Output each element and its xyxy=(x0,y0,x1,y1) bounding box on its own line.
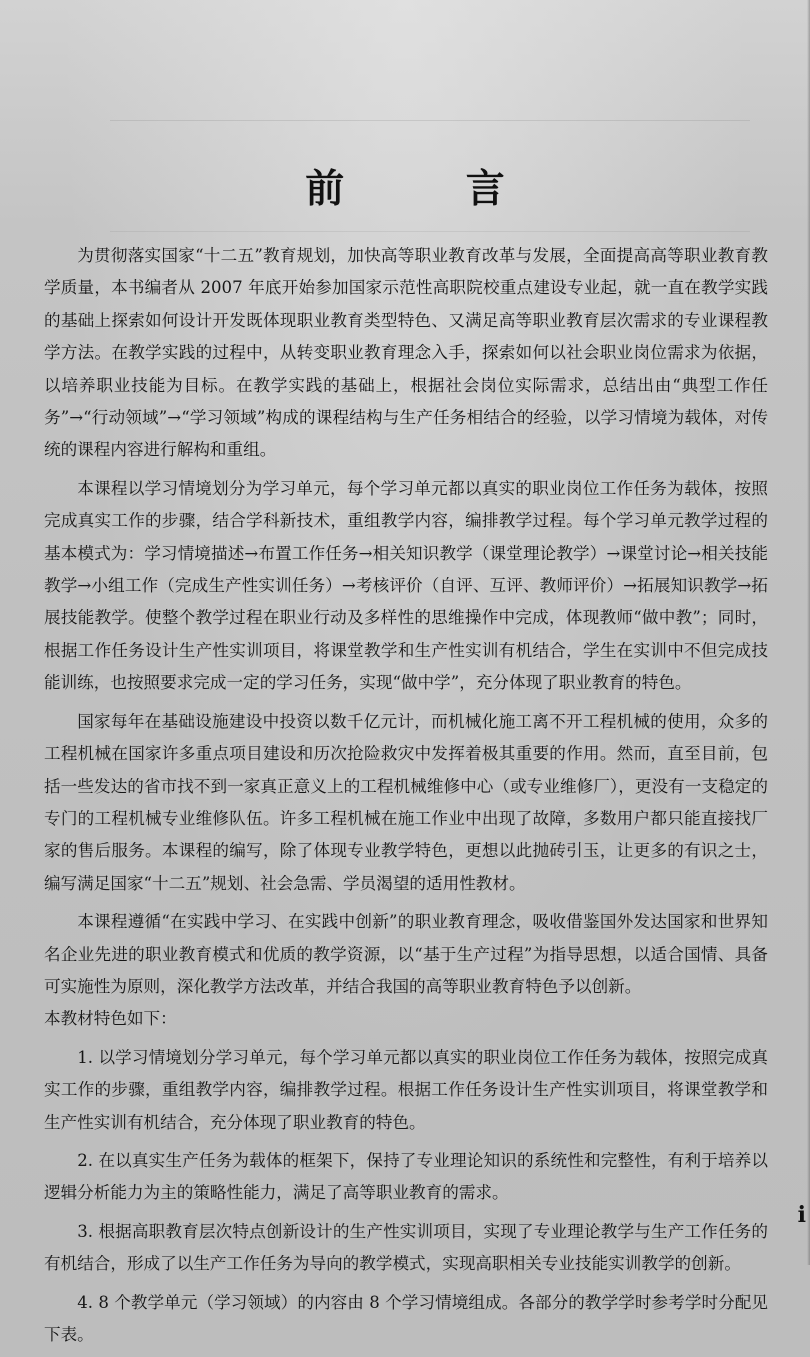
paragraph-1: 为贯彻落实国家“十二五”教育规划，加快高等职业教育改革与发展，全面提高高等职业教育教学质量，本书编者从 2007 年底开始参加国家示范性高职院校重点建设专业起，就一直在教学实践的基础上探索如何设计开发既体现职业教育类型特色、又满足高等职业教育层次需求的专业课程教学方法。在教学实践的过程中，从转变职业教育理念入手，探索如何以社会职业岗位需求为依据，以培养职业技能为目标。在教学实践的基础上，根据社会岗位实际需求，总结出由“典型工作任务”→“行动领域”→“学习领域”构成的课程结构与生产任务相结合的经验，以学习情境为载体，对传统的课程内容进行解构和重组。 xyxy=(44,246,768,460)
paragraph-3: 国家每年在基础设施建设中投资以数千亿元计，而机械化施工离不开工程机械的使用，众多的工程机械在国家许多重点项目建设和历次抢险救灾中发挥着极其重要的作用。然而，直至目前，包括一些发达的省市找不到一家真正意义上的工程机械维修中心（或专业维修厂），更没有一支稳定的专门的工程机械专业维修队伍。许多工程机械在施工作业中出现了故障，多数用户都只能直接找厂家的售后服务。本课程的编写，除了体现专业教学特色，更想以此抛砖引玉，让更多的有识之士，编写满足国家“十二五”规划、社会急需、学员渴望的适用性教材。 xyxy=(44,711,768,893)
feature-item-1: 1. 以学习情境划分学习单元，每个学习单元都以真实的职业岗位工作任务为载体，按照完成真实工作的步骤，重组教学内容，编排教学过程。根据工作任务设计生产性实训项目，将课堂教学和生产性实训有机结合，充分体现了职业教育的特色。 xyxy=(44,1047,768,1132)
paragraph-4: 本课程遵循“在实践中学习、在实践中创新”的职业教育理念，吸收借鉴国外发达国家和世界知名企业先进的职业教育模式和优质的教学资源，以“基于生产过程”为指导思想，以适合国情、具备可实施性为原则，深化教学方法改革，并结合我国的高等职业教育特色予以创新。 xyxy=(44,912,768,996)
feature-item-2: 2. 在以真实生产任务为载体的框架下，保持了专业理论知识的系统性和完整性，有利于培养以逻辑分析能力为主的策略性能力，满足了高等职业教育的需求。 xyxy=(44,1150,768,1203)
preface-body xyxy=(44,240,768,1357)
page-title: 前 言 xyxy=(305,166,559,212)
features-intro: 本教材特色如下： xyxy=(44,1009,177,1029)
page-number: i xyxy=(797,1202,806,1228)
feature-item-3: 3. 根据高职教育层次特点创新设计的生产性实训项目，实现了专业理论教学与生产工作任务的有机结合，形成了以生产工作任务为导向的教学模式，实现高职相关专业技能实训教学的创新。 xyxy=(44,1221,768,1274)
feature-item-4: 4. 8 个教学单元（学习领域）的内容由 8 个学习情境组成。各部分的教学学时参考学时分配见下表。 xyxy=(44,1292,768,1344)
paragraph-2: 本课程以学习情境划分为学习单元，每个学习单元都以真实的职业岗位工作任务为载体，按照完成真实工作的步骤，结合学科新技术，重组教学内容，编排教学过程。每个学习单元教学过程的基本模式为：学习情境描述→布置工作任务→相关知识教学（课堂理论教学）→课堂讨论→相关技能教学→小组工作（完成生产性实训任务）→考核评价（自评、互评、教师评价）→拓展知识教学→拓展技能教学。使整个教学过程在职业行动及多样性的思维操作中完成，体现教师“做中教”；同时，根据工作任务设计生产性实训项目，将课堂教学和生产性实训有机结合，学生在实训中不但完成技能训练，也按照要求完成一定的学习任务，实现“做中学”，充分体现了职业教育的特色。 xyxy=(44,478,768,693)
